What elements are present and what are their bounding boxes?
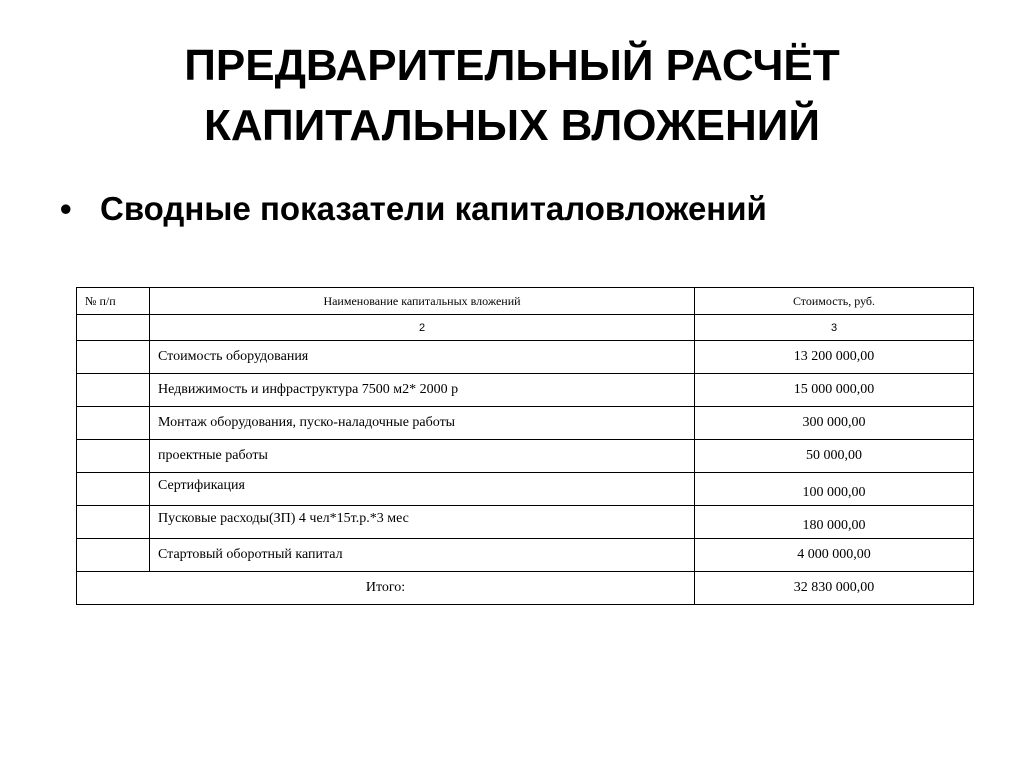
capex-table: [76, 287, 974, 605]
bullet-dot-icon: •: [60, 190, 72, 227]
row-name-cell: Недвижимость и инфраструктура 7500 м2* 2000 р: [150, 374, 695, 407]
bullet-item: [60, 184, 767, 234]
row-num-cell: [77, 341, 150, 374]
row-name-cell: Стоимость оборудования: [150, 341, 695, 374]
table-row: [77, 341, 974, 374]
row-name-cell: Стартовый оборотный капитал: [150, 539, 695, 572]
header-num: № п/п: [77, 288, 150, 315]
row-num-cell: [77, 374, 150, 407]
bullet-text: Сводные показатели капиталовложений: [100, 190, 767, 227]
column-number-1: [77, 315, 150, 341]
slide-title: [0, 36, 1024, 156]
row-cost-cell: 15 000 000,00: [695, 374, 974, 407]
table-row: [77, 539, 974, 572]
row-num-cell: [77, 473, 150, 506]
row-cost-cell: 180 000,00: [695, 506, 974, 539]
row-cost-cell: 13 200 000,00: [695, 341, 974, 374]
column-number-3: 3: [695, 315, 974, 341]
table-header-row: [77, 288, 974, 315]
table-total-row: [77, 572, 974, 605]
header-cost: Стоимость, руб.: [695, 288, 974, 315]
header-name: Наименование капитальных вложений: [150, 288, 695, 315]
row-cost-cell: 4 000 000,00: [695, 539, 974, 572]
table-row: [77, 506, 974, 539]
slide-title-line-2: КАПИТАЛЬНЫХ ВЛОЖЕНИЙ: [204, 101, 820, 150]
row-num-cell: [77, 539, 150, 572]
column-number-row: [77, 315, 974, 341]
row-cost-cell: 300 000,00: [695, 407, 974, 440]
row-name-cell: Сертификация: [150, 473, 695, 506]
table-row: [77, 374, 974, 407]
table-row: [77, 440, 974, 473]
total-cost: 32 830 000,00: [695, 572, 974, 605]
row-num-cell: [77, 440, 150, 473]
row-cost-cell: 100 000,00: [695, 473, 974, 506]
row-name-cell: Монтаж оборудования, пуско-наладочные работы: [150, 407, 695, 440]
row-num-cell: [77, 506, 150, 539]
row-cost-cell: 50 000,00: [695, 440, 974, 473]
table-row: [77, 473, 974, 506]
slide-title-line-1: ПРЕДВАРИТЕЛЬНЫЙ РАСЧЁТ: [184, 41, 840, 90]
row-name-cell: Пусковые расходы(ЗП) 4 чел*15т.р.*3 мес: [150, 506, 695, 539]
total-label: Итого:: [77, 572, 695, 605]
row-name-cell: проектные работы: [150, 440, 695, 473]
table-row: [77, 407, 974, 440]
column-number-2: 2: [150, 315, 695, 341]
row-num-cell: [77, 407, 150, 440]
